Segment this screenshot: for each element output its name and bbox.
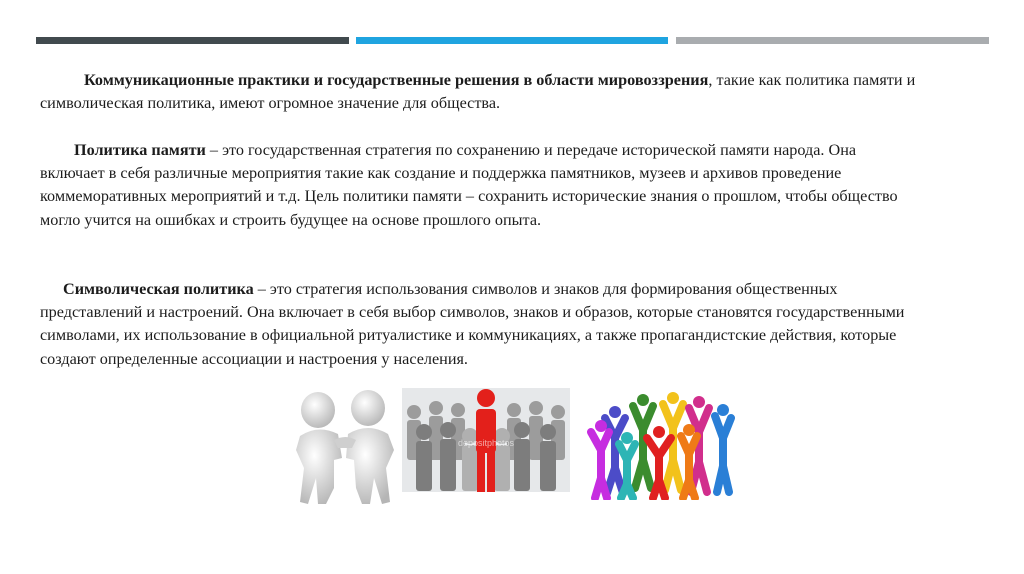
red-figure-in-gray-crowd-image bbox=[402, 388, 570, 492]
colorful-figures-cheering-image bbox=[585, 388, 735, 500]
header-divider-dark bbox=[36, 37, 349, 44]
paragraph-body: , такие как политика памяти и символическая политика, имеют огромное значение для общества. bbox=[40, 71, 916, 113]
watermark-text: depositphotos bbox=[457, 438, 515, 448]
paragraph-heading: Политика памяти bbox=[74, 141, 206, 159]
paragraph-symbolic-policy bbox=[40, 278, 920, 371]
two-figures-embracing-image bbox=[290, 388, 400, 508]
paragraph-body: – это стратегия использования символов и знаков для формирования общественных представлений и настроений. Она включает в себя выбор символов, знаков и образов, которые становятся государственными символами, их использование в официальной ритуалистике и коммуникациях, а также пропагандистские действия, которые создают определенные ассоциации и настроения у населения. bbox=[40, 280, 905, 368]
paragraph-body: – это государственная стратегия по сохранению и передаче исторической памяти народа. Она включает в себя различные мероприятия такие как создание и поддержка памятников, музеев и архивов проведение коммеморативных мероприятий и т.д. Цель политики памяти – сохранить исторические знания о прошлом, чтобы общество могло учится на ошибках и строить будущее на основе прошлого опыта. bbox=[40, 141, 898, 229]
header-divider-accent bbox=[356, 37, 668, 44]
paragraph-heading: Коммуникационные практики и государственные решения в области мировоззрения bbox=[84, 71, 709, 89]
paragraph-worldview-practices bbox=[40, 69, 920, 115]
header-divider-light bbox=[676, 37, 989, 44]
paragraph-heading: Символическая политика bbox=[63, 280, 254, 298]
paragraph-memory-policy bbox=[40, 139, 920, 232]
